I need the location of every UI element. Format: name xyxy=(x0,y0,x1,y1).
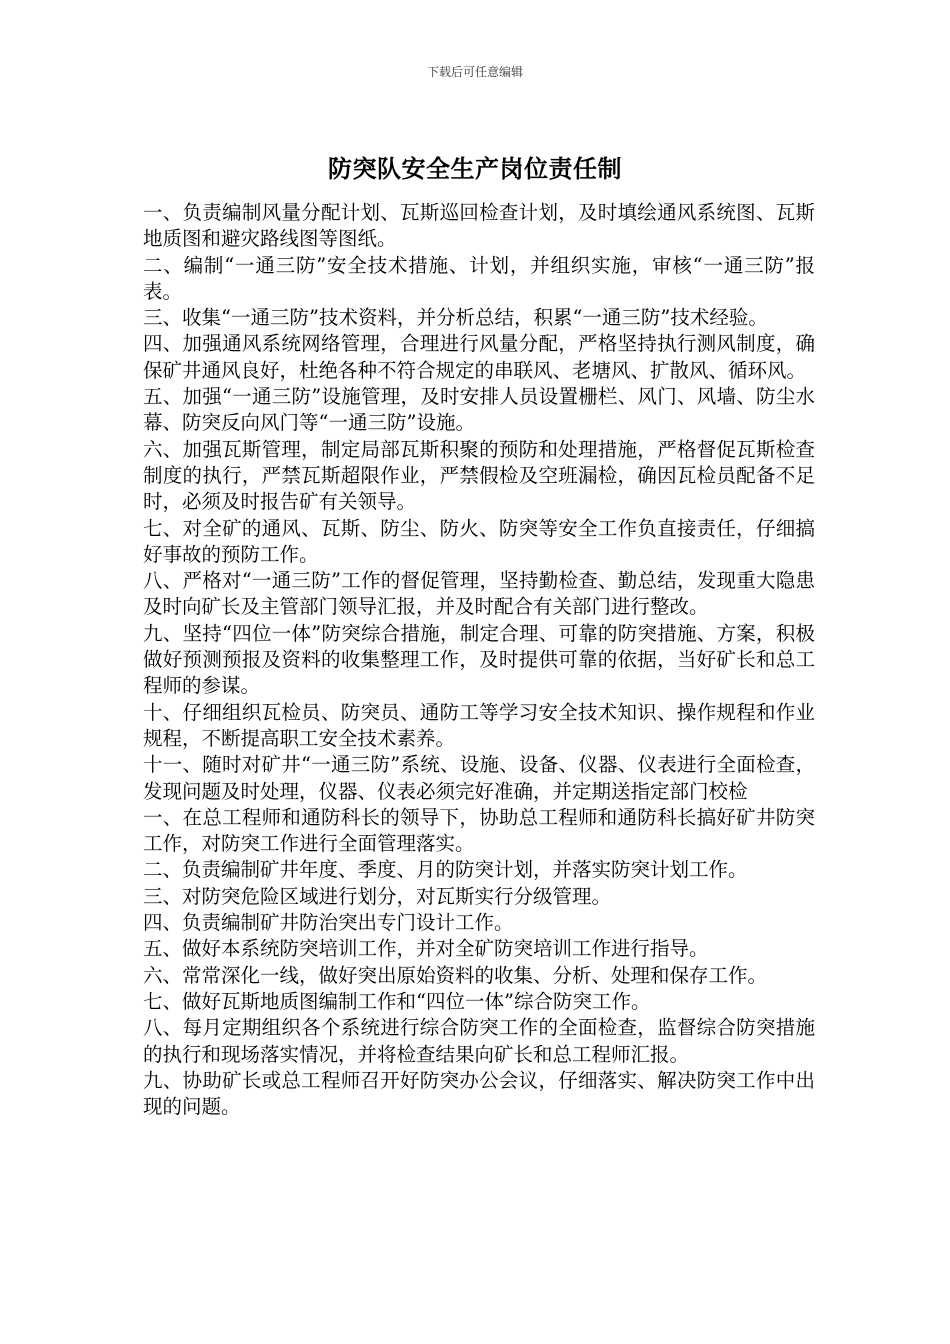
paragraph: 二、负责编制矿井年度、季度、月的防突计划，并落实防突计划工作。 xyxy=(143,858,748,882)
paragraph: 一、在总工程师和通防科长的领导下，协助总工程师和通防科长搞好矿井防突工作，对防突工作进行全面管理落实。 xyxy=(143,805,815,856)
paragraph: 七、对全矿的通风、瓦斯、防尘、防火、防突等安全工作负直接责任，仔细搞好事故的预防工作。 xyxy=(143,516,815,566)
paragraph: 五、加强“一通三防”设施管理，及时安排人员设置栅栏、风门、风墙、防尘水幕、防突反向风门等“一通三防”设施。 xyxy=(143,385,815,435)
paragraph: 十一、随时对矿井“一通三防”系统、设施、设备、仪器、仪表进行全面检查，发现问题及时处理，仪器、仪表必须完好准确，并定期送指定部门校检 xyxy=(143,753,815,803)
paragraph: 五、做好本系统防突培训工作，并对全矿防突培训工作进行指导。 xyxy=(143,937,709,961)
paragraph: 七、做好瓦斯地质图编制工作和“四位一体”综合防突工作。 xyxy=(143,989,651,1013)
paragraph: 二、编制“一通三防”安全技术措施、计划，并组织实施，审核“一通三防”报表。 xyxy=(143,253,815,303)
paragraph: 九、坚持“四位一体”防突综合措施，制定合理、可靠的防突措施、方案，积极做好预测预报及资料的收集整理工作，及时提供可靠的依据，当好矿长和总工程师的参谋。 xyxy=(143,621,815,698)
paragraph: 三、收集“一通三防”技术资料，并分析总结，积累“一通三防”技术经验。 xyxy=(143,306,768,330)
paragraph: 四、负责编制矿井防治突出专门设计工作。 xyxy=(143,911,514,935)
paragraph: 四、加强通风系统网络管理，合理进行风量分配，严格坚持执行测风制度，确保矿井通风良好，杜绝各种不符合规定的串联风、老塘风、扩散风、循环风。 xyxy=(143,332,815,382)
paragraph: 一、负责编制风量分配计划、瓦斯巡回检查计划，及时填绘通风系统图、瓦斯地质图和避灾路线图等图纸。 xyxy=(143,201,815,251)
paragraph: 六、加强瓦斯管理，制定局部瓦斯积聚的预防和处理措施，严格督促瓦斯检查制度的执行，严禁瓦斯超限作业，严禁假检及空班漏检，确因瓦检员配备不足时，必须及时报告矿有关领导。 xyxy=(143,437,815,514)
paragraph: 八、严格对“一通三防”工作的督促管理，坚持勤检查、勤总结，发现重大隐患及时向矿长及主管部门领导汇报，并及时配合有关部门进行整改。 xyxy=(143,569,815,619)
paragraph: 九、协助矿长或总工程师召开好防突办公会议，仔细落实、解决防突工作中出现的问题。 xyxy=(143,1068,815,1119)
document-title: 防突队安全生产岗位责任制 xyxy=(328,155,622,183)
paragraph: 八、每月定期组织各个系统进行综合防突工作的全面检查，监督综合防突措施的执行和现场落实情况，并将检查结果向矿长和总工程师汇报。 xyxy=(143,1016,815,1066)
paragraph: 三、对防突危险区域进行划分，对瓦斯实行分级管理。 xyxy=(143,884,612,908)
paragraph: 十、仔细组织瓦检员、防突员、通防工等学习安全技术知识、操作规程和作业规程，不断提高职工安全技术素养。 xyxy=(143,700,815,750)
paragraph: 六、常常深化一线，做好突出原始资料的收集、分析、处理和保存工作。 xyxy=(143,963,768,987)
header-note: 下载后可任意编辑 xyxy=(426,65,523,79)
document-body xyxy=(143,200,815,1120)
